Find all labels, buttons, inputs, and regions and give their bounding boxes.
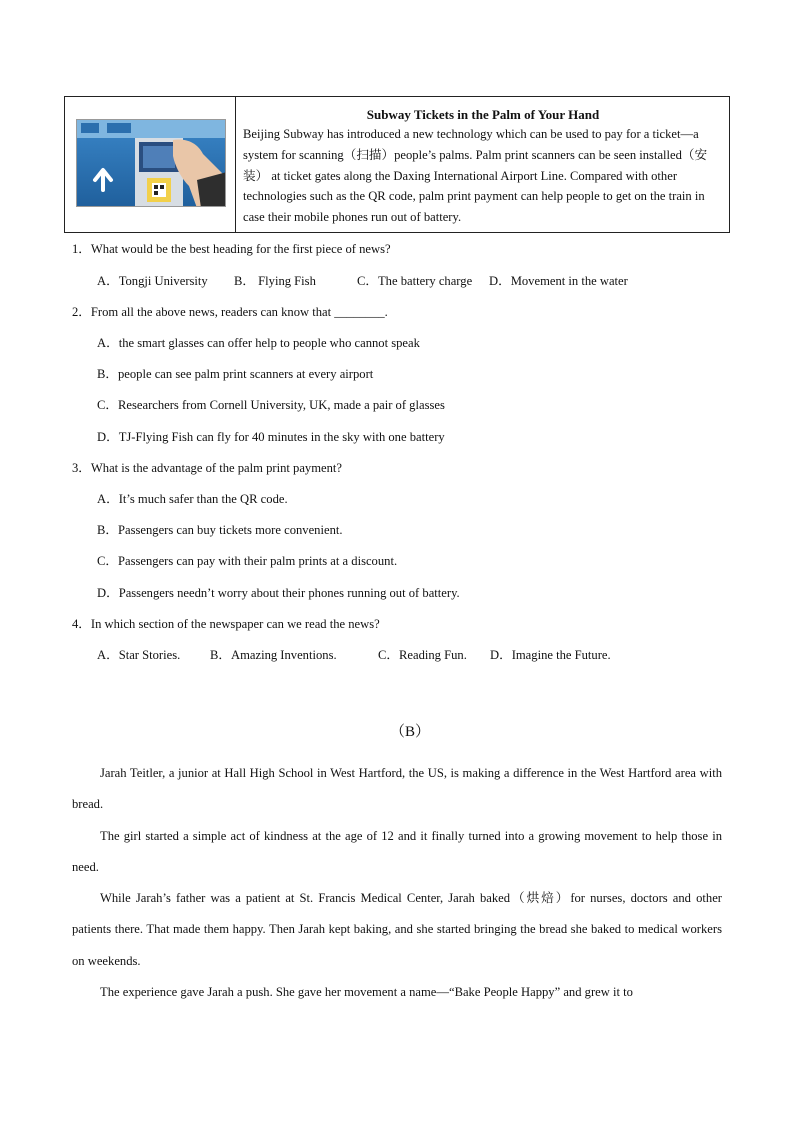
- question-3: 3．What is the advantage of the palm print payment?: [72, 461, 342, 475]
- option-d[interactable]: D．TJ-Flying Fish can fly for 40 minutes in the sky with one battery: [97, 430, 445, 444]
- news-text-cell: [236, 97, 729, 232]
- option-c[interactable]: C．The battery charge: [357, 274, 473, 288]
- option-a[interactable]: A．Tongji University: [97, 274, 208, 288]
- option-a[interactable]: A．the smart glasses can offer help to people who cannot speak: [97, 336, 420, 350]
- question-1: 1．What would be the best heading for the first piece of news?: [72, 242, 391, 256]
- news-image-cell: [65, 97, 236, 232]
- news-title: Subway Tickets in the Palm of Your Hand: [366, 107, 600, 122]
- option-d[interactable]: D．Passengers needn’t worry about their phones running out of battery.: [97, 586, 460, 600]
- passage-paragraph: The experience gave Jarah a push. She gave her movement a name—“Bake People Happy” and grew it to: [100, 985, 633, 1000]
- passage-paragraph: The girl started a simple act of kindness at the age of 12 and it finally turned into a growing movement to help those in need.: [72, 828, 722, 874]
- question-4: 4．In which section of the newspaper can we read the news?: [72, 617, 380, 631]
- option-b[interactable]: B． Flying Fish: [234, 274, 316, 288]
- section-b-heading: （B）: [389, 724, 430, 740]
- option-d[interactable]: D．Movement in the water: [489, 274, 628, 288]
- option-b[interactable]: B．Passengers can buy tickets more convenient.: [97, 523, 343, 537]
- section-b-passage: [72, 758, 722, 1008]
- news-body: Beijing Subway has introduced a new technology which can be used to pay for a ticket—a system for scanning（扫描）people’s palms. Palm print scanners can be seen installed（安装） at ticket gates along the Daxing International Airport Line. Compared with other technologies such as the QR code, palm print payment can help people to get on the train in case their mobile phones run out of battery.: [243, 127, 708, 225]
- question-2: 2．From all the above news, readers can know that ________.: [72, 305, 388, 319]
- option-d[interactable]: D．Imagine the Future.: [490, 648, 611, 662]
- option-a[interactable]: A．Star Stories.: [97, 648, 181, 662]
- option-b[interactable]: B．Amazing Inventions.: [210, 648, 337, 662]
- option-b[interactable]: B．people can see palm print scanners at every airport: [97, 367, 374, 381]
- option-c[interactable]: C．Researchers from Cornell University, UK, made a pair of glasses: [97, 398, 445, 412]
- question-1-options: [97, 272, 628, 290]
- subway-gate-image: [76, 119, 226, 207]
- option-c[interactable]: C．Reading Fun.: [378, 648, 467, 662]
- passage-paragraph: Jarah Teitler, a junior at Hall High School in West Hartford, the US, is making a difference in the West Hartford area with bread.: [72, 766, 722, 812]
- passage-paragraph: While Jarah’s father was a patient at St. Francis Medical Center, Jarah baked（烘焙）for nurses, doctors and other patients there. That made them happy. Then Jarah kept baking, and she started bringing the bread she baked to medical workers on weekends.: [72, 891, 722, 968]
- news-box: [64, 96, 730, 233]
- question-4-options: [97, 646, 611, 664]
- option-a[interactable]: A．It’s much safer than the QR code.: [97, 492, 288, 506]
- option-c[interactable]: C．Passengers can pay with their palm prints at a discount.: [97, 554, 398, 568]
